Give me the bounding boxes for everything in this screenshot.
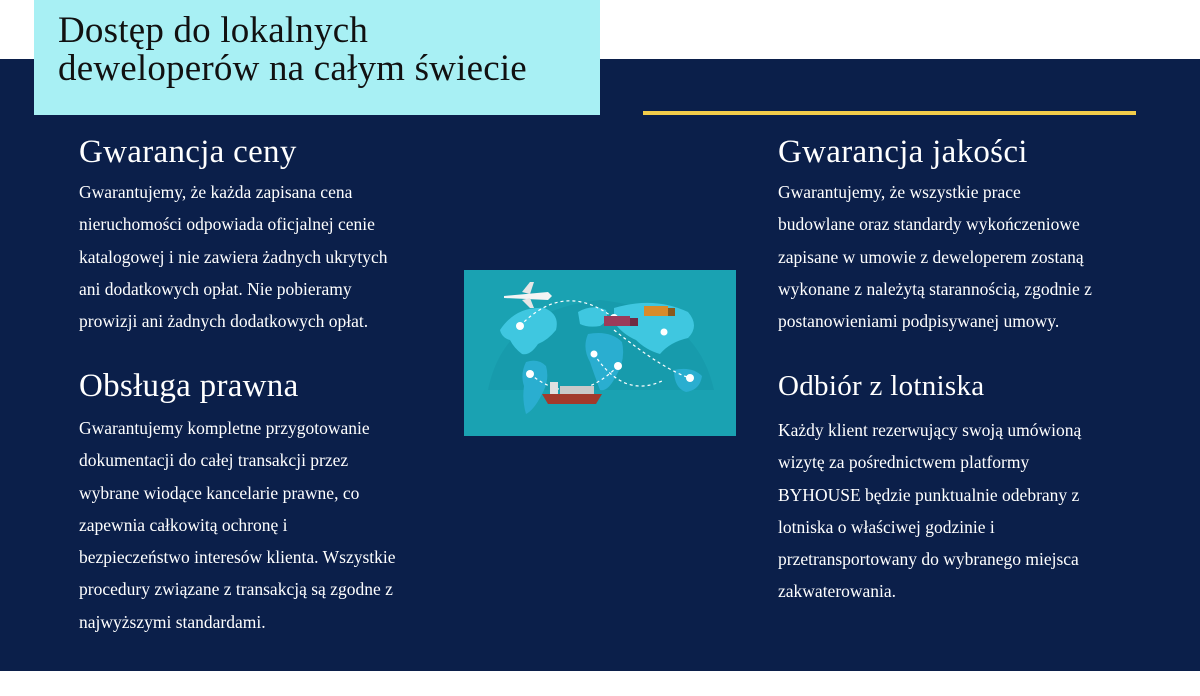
bottom-strip [0,671,1200,696]
section-price-guarantee [79,133,459,337]
body-line: przetransportowany do wybranego miejsca [778,549,1079,570]
body-line: wybrane wiodące kancelarie prawne, co [79,482,360,503]
section-title: Odbiór z lotniska [778,370,985,402]
section-quality-guarantee [778,133,1158,337]
accent-divider [643,111,1136,115]
title-box [34,0,600,115]
section-title: Obsługa prawna [79,368,299,404]
body-line: Gwarantujemy kompletne przygotowanie [79,418,370,438]
body-line: BYHOUSE będzie punktualnie odebrany z [778,484,1080,505]
body-line: Każdy klient rezerwujący swoją umówioną [778,420,1082,440]
body-line: zapewnia całkowitą ochronę i [79,514,288,535]
section-body [778,414,1158,608]
body-line: wizytę za pośrednictwem platformy [778,452,1030,473]
section-body [79,412,459,638]
body-line: nieruchomości odpowiada oficjalnej cenie [79,214,375,235]
world-logistics-map-icon [464,270,736,436]
body-line: Gwarantujemy, że każda zapisana cena [79,182,353,202]
section-legal-service [79,367,459,638]
section-body [79,176,459,337]
body-line: budowlane oraz standardy wykończeniowe [778,214,1080,235]
page-title-line-1: Dostęp do lokalnych [58,10,369,51]
body-line: najwyższymi standardami. [79,611,266,632]
body-line: prowizji ani żadnych dodatkowych opłat. [79,311,369,332]
body-line: zapisane w umowie z deweloperem zostaną [778,246,1084,267]
body-line: wykonane z należytą starannością, zgodnie z [778,278,1092,299]
page-title-line-2: deweloperów na całym świecie [58,48,527,89]
section-title: Gwarancja jakości [778,134,1028,170]
section-title: Gwarancja ceny [79,134,297,170]
body-line: postanowieniami podpisywanej umowy. [778,311,1060,332]
body-line: Gwarantujemy, że wszystkie prace [778,182,1021,202]
body-line: zakwaterowania. [778,581,897,602]
body-line: procedury związane z transakcją są zgodne z [79,579,393,600]
body-line: bezpieczeństwo interesów klienta. Wszystkie [79,547,396,568]
body-line: katalogowej i nie zawiera żadnych ukrytych [79,246,388,267]
body-line: lotniska o właściwej godzinie i [778,516,995,537]
section-body [778,176,1158,337]
body-line: dokumentacji do całej transakcji przez [79,450,349,471]
section-airport-pickup [778,367,1158,608]
body-line: ani dodatkowych opłat. Nie pobieramy [79,278,352,299]
